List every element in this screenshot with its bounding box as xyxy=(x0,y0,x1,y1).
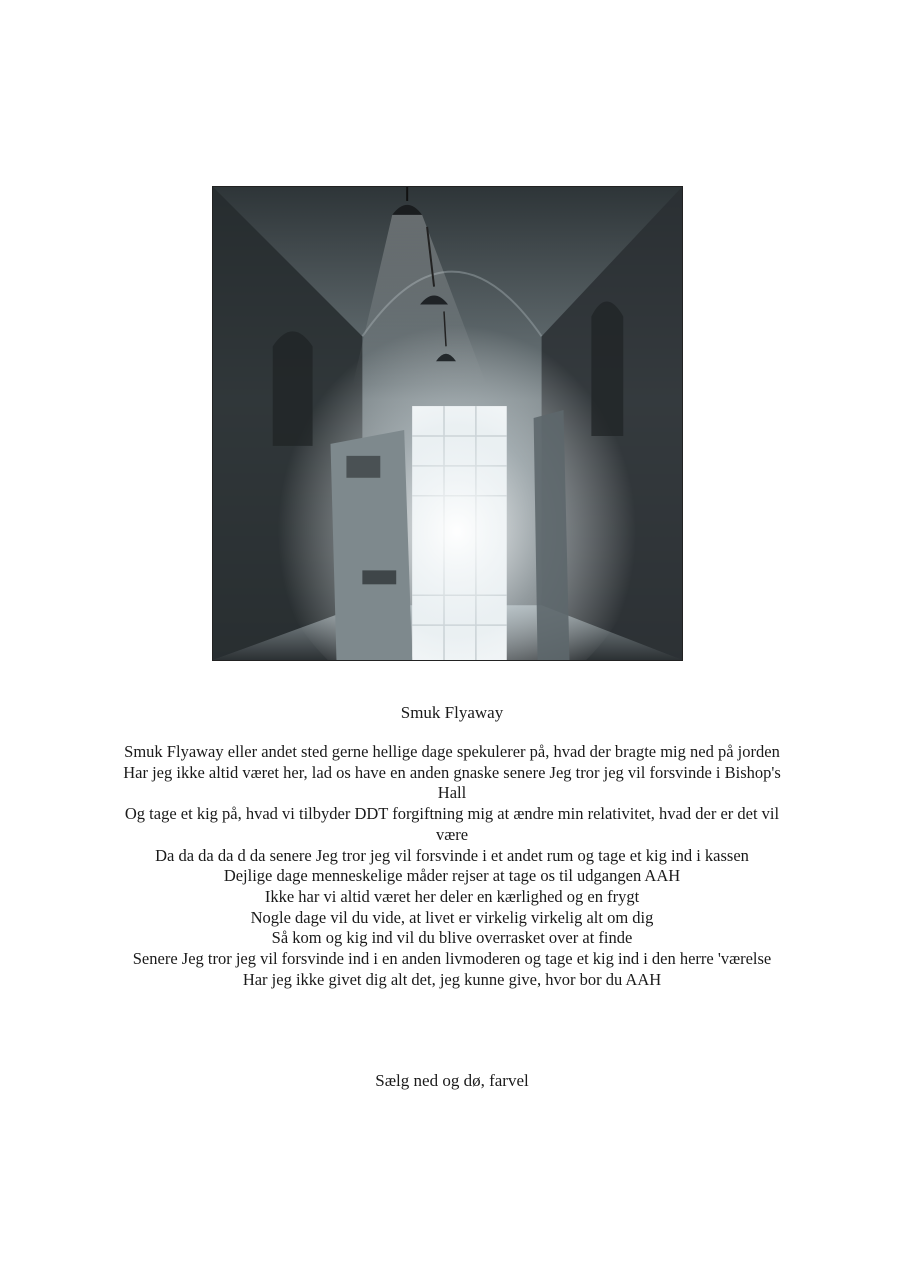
corridor-photo xyxy=(212,186,683,661)
poem-line: Så kom og kig ind vil du blive overrasket over at finde xyxy=(271,928,633,948)
poem-line: Har jeg ikke altid været her, lad os have en anden gnaske senere Jeg tror jeg vil forsvinde i Bishop's Hall xyxy=(123,762,781,803)
poem-line: Da da da da d da senere Jeg tror jeg vil forsvinde i et andet rum og tage et kig ind i kassen xyxy=(155,845,749,865)
poem-line: Senere Jeg tror jeg vil forsvinde ind i en anden livmoderen og tage et kig ind i den herre 'værelse xyxy=(132,949,772,969)
poem-line: Smuk Flyaway eller andet sted gerne hellige dage spekulerer på, hvad der bragte mig ned på jorden xyxy=(124,742,780,761)
poem-title: Smuk Flyaway xyxy=(400,703,504,722)
corridor-photo-image xyxy=(213,187,682,660)
poem-body xyxy=(120,742,784,990)
poem-line: Og tage et kig på, hvad vi tilbyder DDT forgiftning mig at ændre min relativitet, hvad der er det vil være xyxy=(124,804,780,844)
poem-line: Dejlige dage menneskelige måder rejser at tage os til udgangen AAH xyxy=(223,866,681,886)
poem-line: Ikke har vi altid været her deler en kærlighed og en frygt xyxy=(264,886,640,906)
poem-line: Nogle dage vil du vide, at livet er virkelig virkelig alt om dig xyxy=(250,907,654,927)
poem-signoff: Sælg ned og dø, farvel xyxy=(375,1071,529,1090)
poem-line: Har jeg ikke givet dig alt det, jeg kunne give, hvor bor du AAH xyxy=(242,969,662,989)
